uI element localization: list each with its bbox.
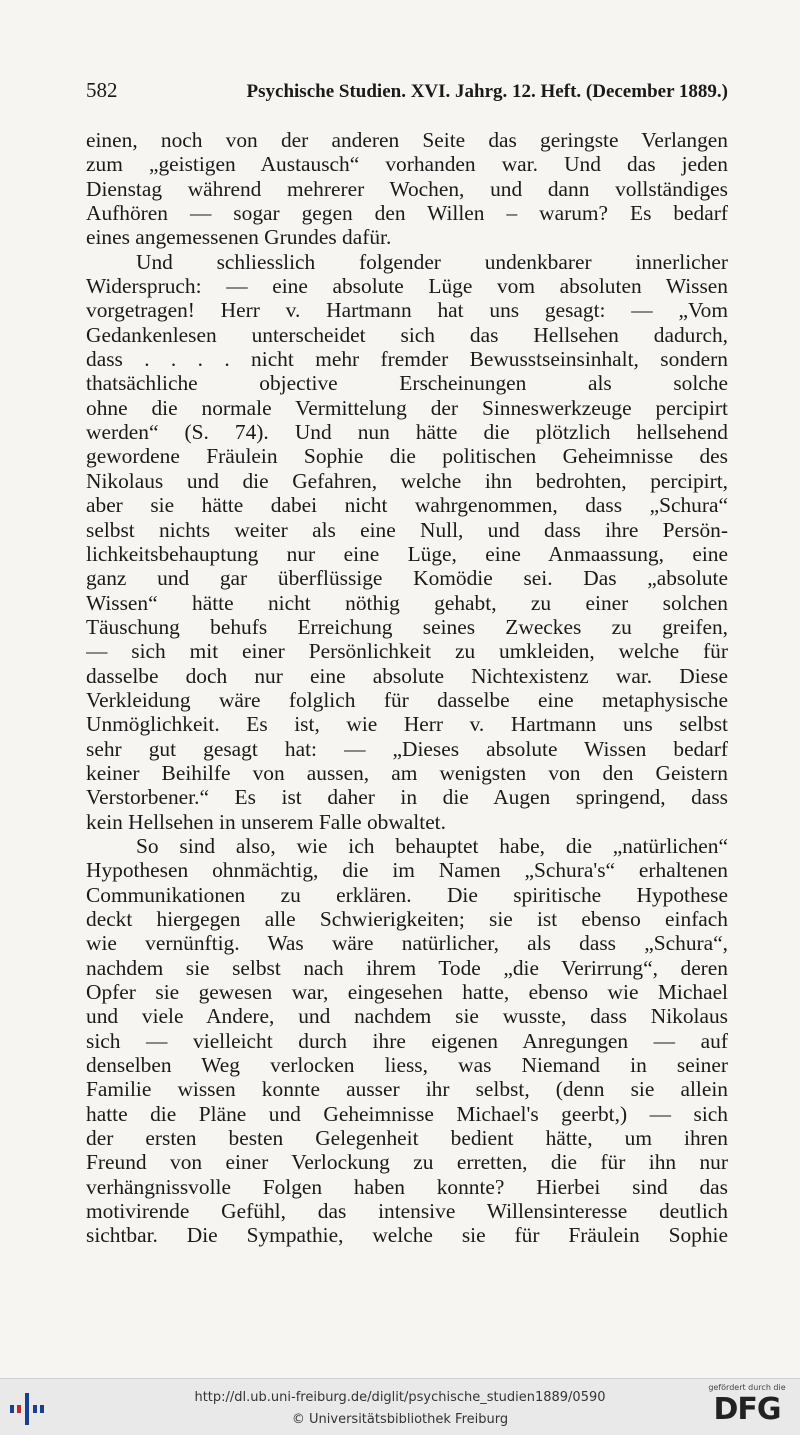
text-line: zum „geistigen Austausch“ vorhanden war. Und das jeden xyxy=(86,152,728,177)
text-line: gewordene Fräulein Sophie die politischen Geheimnisse des xyxy=(86,444,728,469)
text-line: keiner Beihilfe von aussen, am wenigsten von den Geistern xyxy=(86,760,728,785)
text-line: Familie wissen konnte ausser ihr selbst, (denn sie allein xyxy=(86,1077,728,1102)
text-line: Widerspruch: — eine absolute Lüge vom absoluten Wissen xyxy=(86,274,728,299)
text-line: sichtbar. Die Sympathie, welche sie für Fräulein Sophie xyxy=(86,1223,728,1248)
running-header xyxy=(86,78,728,103)
text-line: hatte die Pläne und Geheimnisse Michael's geerbt,) — sich xyxy=(86,1101,728,1126)
text-line: So sind also, wie ich behauptet habe, die „natürlichen“ xyxy=(136,833,728,858)
text-line: einen, noch von der anderen Seite das geringste Verlangen xyxy=(86,128,728,152)
text-line: motivirende Gefühl, das intensive Willensinteresse deutlich xyxy=(86,1199,728,1224)
text-line: lichkeitsbehauptung nur eine Lüge, eine Anmaassung, eine xyxy=(86,541,728,566)
text-line: aber sie hätte dabei nicht wahrgenommen, dass „Schura“ xyxy=(86,493,728,518)
text-line: werden“ (S. 74). Und nun hätte die plötzlich hellsehend xyxy=(86,420,728,445)
dfg-caption: gefördert durch die xyxy=(708,1383,786,1392)
copyright-notice: © Universitätsbibliothek Freiburg xyxy=(291,1412,509,1427)
text-line: Dienstag während mehrerer Wochen, und dann vollständiges xyxy=(86,176,728,201)
dfg-logo-text: DFG xyxy=(713,1392,781,1427)
text-line: Verkleidung wäre folglich für dasselbe eine metaphysische xyxy=(86,687,728,712)
text-line: Freund von einer Verlockung zu erretten, die für ihn nur xyxy=(86,1150,728,1175)
text-line: sich — vielleicht durch ihre eigenen Anregungen — auf xyxy=(86,1028,728,1053)
text-line: dasselbe doch nur eine absolute Nichtexistenz war. Diese xyxy=(86,663,728,688)
viewer-footer xyxy=(0,1378,800,1435)
page-url-link[interactable]: http://dl.ub.uni-freiburg.de/diglit/psychische_studien1889/0590 xyxy=(194,1390,606,1405)
text-line: sehr gut gesagt hat: — „Dieses absolute Wissen bedarf xyxy=(86,736,728,761)
text-line: thatsächliche objective Erscheinungen als solche xyxy=(86,371,728,396)
body-text xyxy=(86,128,728,1248)
text-line: ganz und gar überflüssige Komödie sei. Das „absolute xyxy=(86,566,728,591)
text-line: Opfer sie gewesen war, eingesehen hatte, ebenso wie Michael xyxy=(86,980,728,1005)
text-line: eines angemessenen Grundes dafür. xyxy=(86,225,392,250)
text-line: Gedankenlesen unterscheidet sich das Hellsehen dadurch, xyxy=(86,322,728,347)
text-line: Communikationen zu erklären. Die spiritische Hypothese xyxy=(86,882,728,907)
text-line: Hypothesen ohnmächtig, die im Namen „Schura's“ erhaltenen xyxy=(86,858,728,883)
text-line: Und schliesslich folgender undenkbarer innerlicher xyxy=(136,249,728,274)
text-line: der ersten besten Gelegenheit bedient hätte, um ihren xyxy=(86,1126,728,1151)
page-number: 582 xyxy=(86,78,118,102)
text-line: vorgetragen! Herr v. Hartmann hat uns gesagt: — „Vom xyxy=(86,298,728,323)
text-line: Täuschung behufs Erreichung seines Zweckes zu greifen, xyxy=(86,614,728,639)
text-line: deckt hiergegen alle Schwierigkeiten; sie ist ebenso einfach xyxy=(86,907,728,931)
text-line: verhängnissvolle Folgen haben konnte? Hierbei sind das xyxy=(86,1174,728,1199)
text-line: dass . . . . nicht mehr fremder Bewusstseinsinhalt, sondern xyxy=(86,347,728,372)
text-line: ohne die normale Vermittelung der Sinneswerkzeuge percipirt xyxy=(86,395,728,420)
text-line: selbst nichts weiter als eine Null, und dass ihre Persön- xyxy=(86,517,728,542)
text-line: Nikolaus und die Gefahren, welche ihn bedrohten, percipirt, xyxy=(86,468,728,493)
running-title: Psychische Studien. XVI. Jahrg. 12. Heft. (December 1889.) xyxy=(246,81,728,102)
text-line: wie vernünftig. Was wäre natürlicher, als dass „Schura“, xyxy=(86,931,728,956)
text-line: denselben Weg verlocken liess, was Niemand in seiner xyxy=(86,1053,728,1078)
text-line: Wissen“ hätte nicht nöthig gehabt, zu einer solchen xyxy=(86,590,728,615)
text-line: Unmöglichkeit. Es ist, wie Herr v. Hartmann uns selbst xyxy=(86,712,728,737)
text-line: kein Hellsehen in unserem Falle obwaltet. xyxy=(86,809,446,834)
dfg-logo xyxy=(702,1383,792,1433)
text-line: und viele Andere, und nachdem sie wusste, dass Nikolaus xyxy=(86,1004,728,1029)
text-line: nachdem sie selbst nach ihrem Tode „die Verirrung“, deren xyxy=(86,955,728,980)
text-line: Verstorbener.“ Es ist daher in die Augen springend, dass xyxy=(86,785,728,810)
text-line: — sich mit einer Persönlichkeit zu umkleiden, welche für xyxy=(86,639,728,664)
text-line: Aufhören — sogar gegen den Willen – warum? Es bedarf xyxy=(86,201,728,226)
